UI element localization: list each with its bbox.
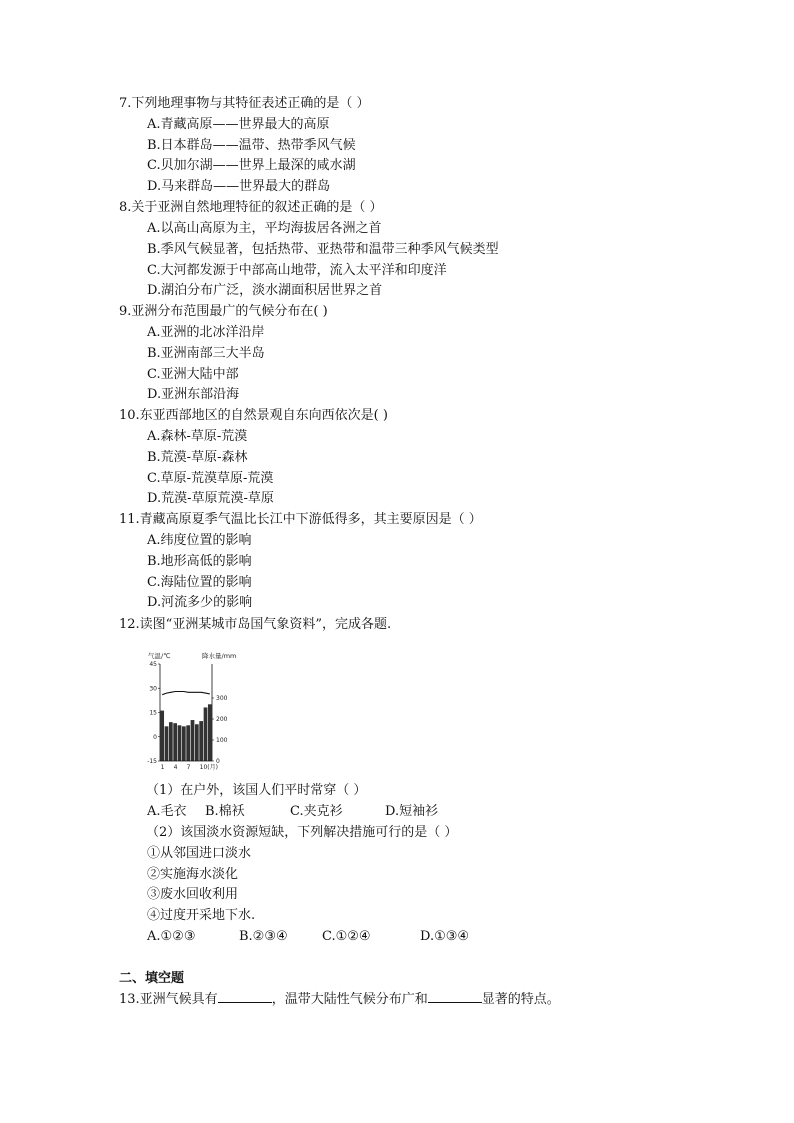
q12-sub2-item-4: ④过度开采地下水. bbox=[147, 908, 256, 923]
q13-text-3: 显著的特点。 bbox=[481, 992, 560, 1007]
q12-sub1: （1）在户外，该国人们平时常穿（ ） bbox=[146, 783, 367, 798]
temp-tick-label: 15 bbox=[149, 709, 157, 717]
precipitation-bar bbox=[165, 726, 169, 761]
q11-stem: 11.青藏高原夏季气温比长江中下游低得多，其主要原因是（ ） bbox=[119, 512, 482, 527]
q12-sub1-option-d: D.短袖衫 bbox=[385, 804, 439, 819]
precipitation-bar bbox=[195, 724, 199, 761]
q12-stem: 12.读图“亚洲某城市岛国气象资料”，完成各题. bbox=[119, 617, 392, 632]
q7-option-b: B.日本群岛——温带、热带季风气候 bbox=[147, 138, 356, 153]
x-tick-label: 7 bbox=[186, 764, 191, 771]
q13-blank-1[interactable] bbox=[218, 990, 272, 1003]
q11-option-c: C.海陆位置的影响 bbox=[147, 575, 252, 590]
temp-tick-label: 45 bbox=[149, 661, 157, 668]
q13 bbox=[119, 990, 560, 1009]
precipitation-bar bbox=[199, 721, 203, 761]
q13-text-2: ，温带大陆性气候分布广和 bbox=[271, 992, 428, 1007]
q10-option-c: C.草原-荒漠草原-荒漠 bbox=[147, 471, 274, 486]
q10-option-b: B.荒漠-草原-森林 bbox=[147, 450, 248, 465]
precip-tick-label: 0 bbox=[216, 758, 220, 765]
precipitation-bar bbox=[160, 711, 164, 761]
q12-sub2-item-2: ②实施海水淡化 bbox=[147, 867, 239, 882]
temp-tick-label: -15 bbox=[147, 758, 157, 765]
precipitation-bar bbox=[191, 720, 195, 761]
q7-option-a: A.青藏高原——世界最大的高原 bbox=[147, 117, 330, 132]
q9-option-c: C.亚洲大陆中部 bbox=[147, 367, 239, 382]
q7-stem: 7.下列地理事物与其特征表述正确的是（ ） bbox=[119, 96, 370, 111]
q9-stem: 9.亚洲分布范围最广的气候分布在( ) bbox=[119, 304, 328, 319]
precipitation-bar bbox=[182, 726, 186, 761]
temp-tick-label: 0 bbox=[153, 733, 157, 741]
q12-sub1-option-b: B.棉袄 bbox=[205, 804, 245, 819]
precipitation-bar bbox=[186, 725, 190, 761]
precipitation-bar bbox=[169, 722, 173, 761]
temperature-curve bbox=[162, 692, 210, 695]
q12-sub2-option-a: A.①②③ bbox=[147, 929, 196, 944]
q9-option-b: B.亚洲南部三大半岛 bbox=[147, 346, 265, 361]
q8-option-c: C.大河都发源于中部高山地带，流入太平洋和印度洋 bbox=[147, 263, 447, 278]
q13-text-1: 13.亚洲气候具有 bbox=[119, 992, 218, 1007]
q11-option-d: D.河流多少的影响 bbox=[147, 595, 253, 610]
q12-sub2-item-3: ③废水回收利用 bbox=[147, 887, 239, 902]
q10-stem: 10.东亚西部地区的自然景观自东向西依次是( ) bbox=[119, 408, 388, 423]
q12-sub2-option-b: B.②③④ bbox=[239, 929, 288, 944]
x-tick-label: 4 bbox=[173, 764, 178, 771]
q8-option-a: A.以高山高原为主，平均海拔居各洲之首 bbox=[147, 221, 382, 236]
precipitation-bar bbox=[178, 725, 182, 761]
q9-option-a: A.亚洲的北冰洋沿岸 bbox=[147, 325, 265, 340]
q13-blank-2[interactable] bbox=[428, 990, 482, 1003]
climate-chart bbox=[146, 650, 242, 772]
section-heading-fill-in: 二、填空题 bbox=[119, 971, 185, 986]
q8-option-b: B.季风气候显著，包括热带、亚热带和温带三种季风气候类型 bbox=[147, 242, 499, 257]
q12-sub2-item-1: ①从邻国进口淡水 bbox=[147, 846, 252, 861]
q7-option-c: C.贝加尔湖——世界上最深的咸水湖 bbox=[147, 158, 356, 173]
q10-option-a: A.森林-草原-荒漠 bbox=[147, 429, 248, 444]
temp-tick-label: 30 bbox=[149, 685, 157, 693]
q12-sub2-option-c: C.①②④ bbox=[322, 929, 371, 944]
q9-option-d: D.亚洲东部沿海 bbox=[147, 387, 240, 402]
q10-option-d: D.荒漠-草原荒漠-草原 bbox=[147, 491, 274, 506]
precip-tick-label: 300 bbox=[216, 695, 228, 702]
precip-tick-label: 100 bbox=[216, 737, 228, 744]
q11-option-b: B.地形高低的影响 bbox=[147, 554, 252, 569]
precipitation-bar bbox=[173, 723, 177, 761]
q12-sub2-option-d: D.①③④ bbox=[420, 929, 470, 944]
q7-option-d: D.马来群岛——世界最大的群岛 bbox=[147, 179, 331, 194]
precip-tick-label: 200 bbox=[216, 716, 228, 723]
left-axis-label: 气温/℃ bbox=[148, 652, 171, 660]
q11-option-a: A.纬度位置的影响 bbox=[147, 533, 252, 548]
q12-sub1-option-a: A.毛衣 bbox=[147, 804, 187, 819]
q8-option-d: D.湖泊分布广泛，淡水湖面积居世界之首 bbox=[147, 283, 383, 298]
x-tick-label: 1 bbox=[160, 764, 165, 771]
q12-sub1-option-c: C.夹克衫 bbox=[290, 804, 343, 819]
right-axis-label: 降水量/mm bbox=[202, 652, 237, 660]
x-tick-label: 10(月) bbox=[199, 764, 218, 771]
q12-sub2: （2）该国淡水资源短缺，下列解决措施可行的是（ ） bbox=[146, 825, 458, 840]
precipitation-bar bbox=[204, 707, 208, 761]
precipitation-bar bbox=[208, 704, 212, 761]
q8-stem: 8.关于亚洲自然地理特征的叙述正确的是（ ） bbox=[119, 200, 383, 215]
